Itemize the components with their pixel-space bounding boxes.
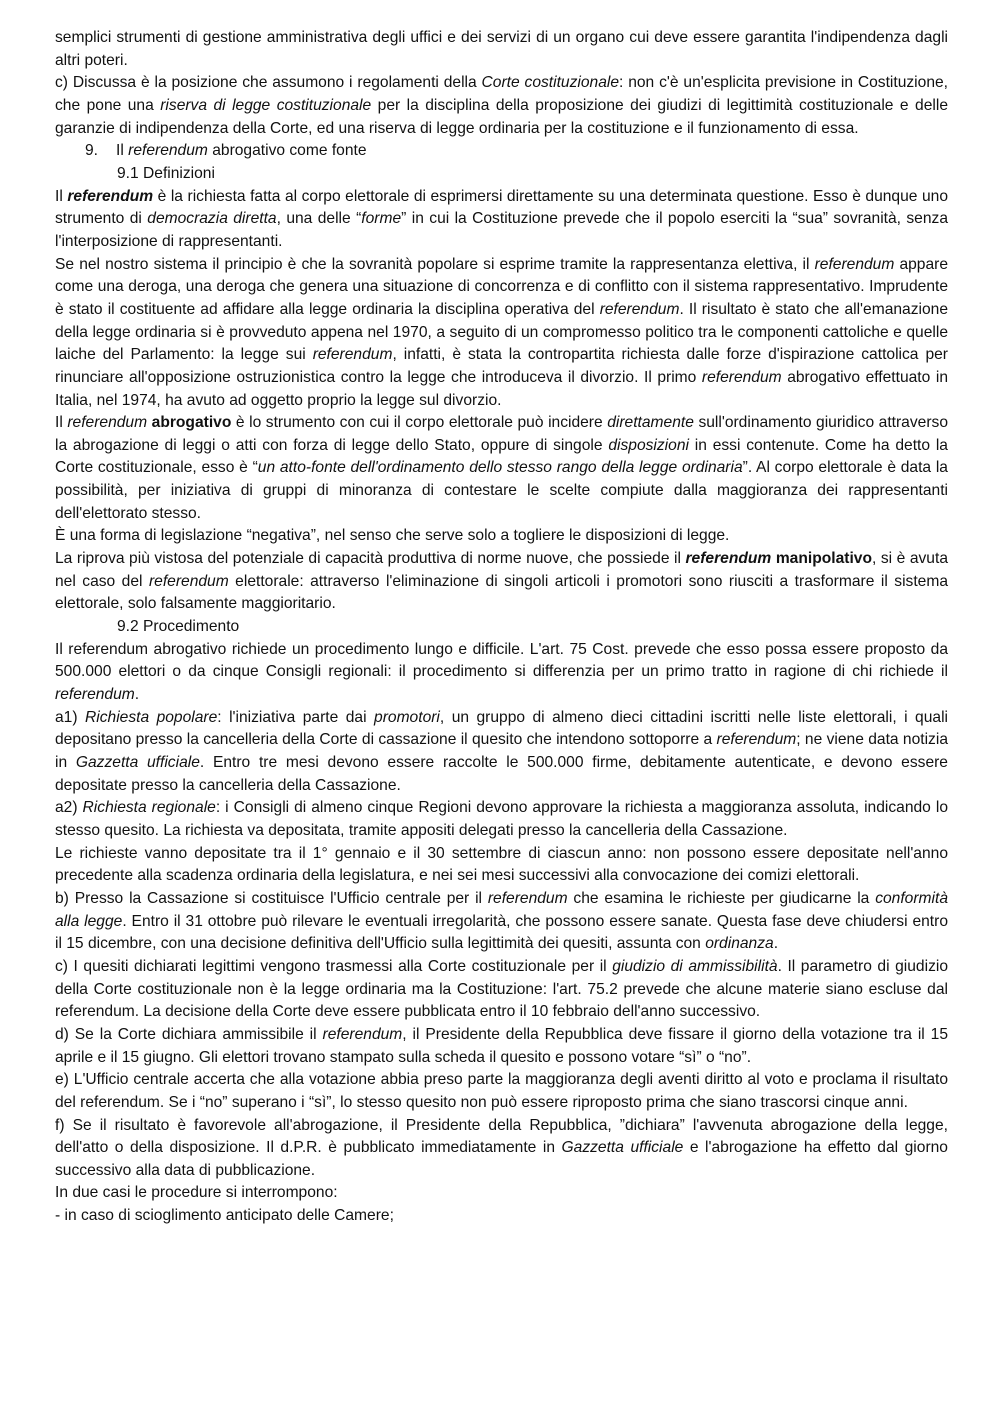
paragraph	[55, 548, 953, 616]
text-run: La riprova più vistosa del potenziale di capacità produttiva di norme nuove, che possiede il	[55, 550, 686, 568]
text-run: Le richieste vanno depositate tra il 1° gennaio e il 30 settembre di ciascun anno: non possono essere depositate nell'anno precedente alla scadenza ordinaria della legislatura, e nei sei mesi successivi alla convocazione dei comizi elettorali.	[55, 844, 953, 885]
document-body	[55, 27, 953, 1228]
italic-text: Gazzetta ufficiale	[561, 1139, 684, 1157]
paragraph	[55, 956, 953, 1024]
bold-italic-text: referendum	[67, 187, 154, 205]
text-run: . Entro il 31 ottobre può rilevare le eventuali irregolarità, che possono essere sanate. Questa fase deve chiudersi entro il 15 dicembre, con una decisione definitiva dell'Ufficio sulla legittimità dei quesiti, assunta con	[55, 912, 953, 953]
text-run: : l'iniziativa parte dai	[217, 708, 375, 726]
paragraph	[55, 1024, 953, 1069]
text-run: È una forma di legislazione “negativa”, nel senso che serve solo a togliere le disposizioni di legge.	[55, 527, 730, 545]
text-run: , si è avuta nel caso del	[55, 550, 953, 590]
text-run: .	[134, 686, 140, 704]
text-run: , il Presidente della Repubblica deve fissare il giorno della votazione tra il 15 aprile e il 15 giugno. Gli elettori trovano stampato sulla scheda il quesito e possono votare “sì” o “no”.	[55, 1025, 953, 1066]
text-run: , infatti, è stata la contropartita richiesta dalle forze d'ispirazione cattolica per rinunciare all'opposizione ostruzionistica contro la legge che introduceva il divorzio. Il primo	[55, 346, 953, 386]
italic-text: referendum	[599, 300, 680, 318]
text-run: - in caso di scioglimento anticipato delle Camere;	[55, 1207, 394, 1225]
text-run: . Il parametro di giudizio della Corte costituzionale non è la legge ordinaria ma la Costituzione: l'art. 75.2 prevede che alcune materie siano escluse dal referendum. La decisione della Corte deve essere pubblicata entro il 10 febbraio dell'anno successivo.	[55, 957, 953, 1021]
italic-text: referendum	[67, 414, 148, 432]
bold-text: abrogativo	[151, 414, 232, 432]
bold-italic-text: referendum	[685, 550, 772, 568]
text-run: a2)	[55, 799, 83, 817]
italic-text: Richiesta popolare	[85, 708, 218, 726]
italic-text: referendum	[701, 368, 782, 386]
paragraph	[55, 707, 953, 798]
text-run: c) Discussa è la posizione che assumono i regolamenti della	[55, 74, 482, 92]
italic-text: giudizio di ammissibilità	[612, 957, 778, 975]
paragraph	[55, 1205, 948, 1228]
text-run: : i Consigli di almeno cinque Regioni devono approvare la richiesta a maggioranza assoluta, indicando lo stesso quesito. La richiesta va depositata, tramite appositi delegati presso la cancelleria della Cassazione.	[55, 799, 953, 839]
italic-text: ordinanza	[705, 935, 774, 953]
text-run: f) Se il risultato è favorevole all'abrogazione, il Presidente della Repubblica, ”dichiara” l'avvenuta abrogazione della legge, dell'atto o della disposizione. Il d.P.R. è pubblicato immediatamente in	[55, 1116, 953, 1157]
text-run: sull'ordinamento giuridico attraverso la abrogazione di leggi o atti con forza di legge dello Stato, oppure di singole	[55, 414, 953, 454]
text-run: appare come una deroga, una deroga che genera una situazione di concorrenza e di conflitto con il sistema rappresentativo. Imprudente è stato il costituente ad affidare alla legge ordinaria la disciplina operativa del	[55, 255, 953, 318]
paragraph	[55, 1182, 948, 1205]
italic-text: democrazia diretta	[147, 210, 277, 228]
italic-text: un atto-fonte dell'ordinamento dello stesso rango della legge ordinaria	[257, 459, 743, 477]
text-run: d) Se la Corte dichiara ammissibile il	[55, 1025, 323, 1043]
italic-text: referendum	[148, 572, 229, 590]
italic-text: referendum	[814, 255, 895, 273]
text-run: ; ne viene data notizia in	[55, 731, 953, 771]
paragraph	[55, 72, 953, 140]
italic-text: direttamente	[607, 414, 694, 432]
italic-text: referendum	[322, 1025, 403, 1043]
subsection-heading	[55, 163, 948, 186]
italic-text: Richiesta regionale	[82, 799, 216, 817]
text-run: è lo strumento con cui il corpo elettorale può incidere	[231, 414, 608, 432]
text-run: : non c'è un'esplicita previsione in Costituzione, che pone una	[55, 74, 953, 114]
paragraph	[55, 843, 953, 888]
subsection-heading	[55, 616, 948, 639]
text-run: e l'abrogazione ha effetto dal giorno successivo alla data di pubblicazione.	[55, 1139, 953, 1179]
italic-text: forme	[361, 210, 402, 228]
text-run: ”. Al corpo elettorale è data la possibilità, per iniziativa di gruppi di minoranza di contestare le scelte compiute dalla maggioranza dei rappresentanti dell'elettorato stesso.	[55, 459, 953, 522]
italic-text: referendum	[55, 686, 135, 704]
section-heading	[55, 140, 948, 163]
italic-text: promotori	[374, 708, 440, 726]
italic-text: referendum	[716, 731, 797, 749]
text-run: , una delle “	[276, 210, 362, 228]
text-run: che esamina le richieste per giudicarne la	[567, 889, 876, 907]
text-run: Il	[55, 187, 68, 205]
paragraph	[55, 1115, 953, 1183]
italic-text: conformità alla legge	[55, 889, 953, 930]
text-run: . Entro tre mesi devono essere raccolte le 500.000 firme, debitamente autenticate, e devono essere depositate presso la cancelleria della Cassazione.	[55, 754, 953, 794]
paragraph	[55, 888, 953, 956]
paragraph	[55, 27, 953, 72]
text-run: b) Presso la Cassazione si costituisce l'Ufficio centrale per il	[55, 889, 488, 907]
section-number: 9.	[85, 142, 99, 160]
italic-text: Gazzetta ufficiale	[75, 754, 200, 771]
text-run: elettorale: attraverso l'eliminazione di singoli articoli i promotori sono riusciti a trasformare il sistema elettorale, solo falsamente maggioritario.	[55, 572, 953, 613]
paragraph	[55, 525, 948, 548]
text-run: e) L'Ufficio centrale accerta che alla votazione abbia preso parte la maggioranza degli aventi diritto al voto e proclama il risultato del referendum. Se i “no” superano i “sì”, lo stesso quesito non può essere riproposto prima che siano trascorsi cinque anni.	[55, 1071, 953, 1111]
italic-text: disposizioni	[608, 436, 689, 454]
text-run: è la richiesta fatta al corpo elettorale di esprimersi direttamente su una determinata questione. Esso è dunque uno strumento di	[55, 187, 953, 228]
italic-text: referendum	[312, 346, 393, 364]
text-run: c) I quesiti dichiarati legittimi vengono trasmessi alla Corte costituzionale per il	[55, 957, 613, 975]
text-run: abrogativo effettuato in Italia, nel 1974, ha avuto ad oggetto proprio la legge sul divorzio.	[55, 368, 953, 409]
paragraph	[55, 1069, 953, 1114]
paragraph	[55, 186, 953, 254]
italic-text: referendum	[128, 142, 208, 160]
bold-text: manipolativo	[775, 550, 872, 568]
text-run: ” in cui la Costituzione prevede che il popolo eserciti la “sua” sovranità, senza l'interposizione di rappresentanti.	[55, 210, 953, 250]
text-run: a1)	[55, 708, 85, 726]
italic-text: referendum	[487, 889, 568, 907]
italic-text: riserva di legge costituzionale	[160, 96, 372, 114]
paragraph	[55, 254, 953, 413]
text-run: Il	[116, 142, 129, 160]
text-run: In due casi le procedure si interrompono:	[55, 1184, 338, 1202]
text-run: .	[773, 935, 779, 953]
text-run: 9.2 Procedimento	[117, 618, 240, 636]
text-run: Il referendum abrogativo richiede un procedimento lungo e difficile. L'art. 75 Cost. prevede che esso possa essere proposto da 500.000 elettori o da cinque Consigli regionali: il procedimento si differenzia per un primo tratto in ragione di chi richiede il	[55, 640, 953, 681]
text-run: 9.1 Definizioni	[117, 164, 215, 182]
italic-text: Corte costituzionale	[481, 74, 620, 92]
text-run: . Il risultato è stato che all'emanazione della legge ordinaria si è provveduto appena nel 1970, a seguito di un compromesso politico tra le componenti cattoliche e quelle laiche del Parlamento: la legge sui	[55, 300, 953, 364]
text-run: per la disciplina della proposizione dei giudizi di legittimità costituzionale e delle garanzie di indipendenza della Corte, ed una riserva di legge ordinaria per la costituzione e il funzionamento di essa.	[55, 96, 953, 137]
text-run: Se nel nostro sistema il principio è che la sovranità popolare si esprime tramite la rappresentanza elettiva, il	[55, 255, 815, 273]
text-run: semplici strumenti di gestione amministrativa degli uffici e dei servizi di un organo cui deve essere garantita l'indipendenza dagli altri poteri.	[55, 29, 953, 69]
text-run: , un gruppo di almeno dieci cittadini iscritti nelle liste elettorali, i quali depositano presso la cancelleria della Corte di cassazione il quesito che intendono sottoporre a	[55, 708, 953, 749]
paragraph	[55, 797, 953, 842]
text-run: abrogativo come fonte	[207, 142, 367, 160]
paragraph	[55, 412, 953, 525]
text-run: in essi contenute. Come ha detto la Corte costituzionale, esso è “	[55, 436, 953, 477]
text-run: Il	[55, 414, 68, 432]
paragraph	[55, 639, 953, 707]
